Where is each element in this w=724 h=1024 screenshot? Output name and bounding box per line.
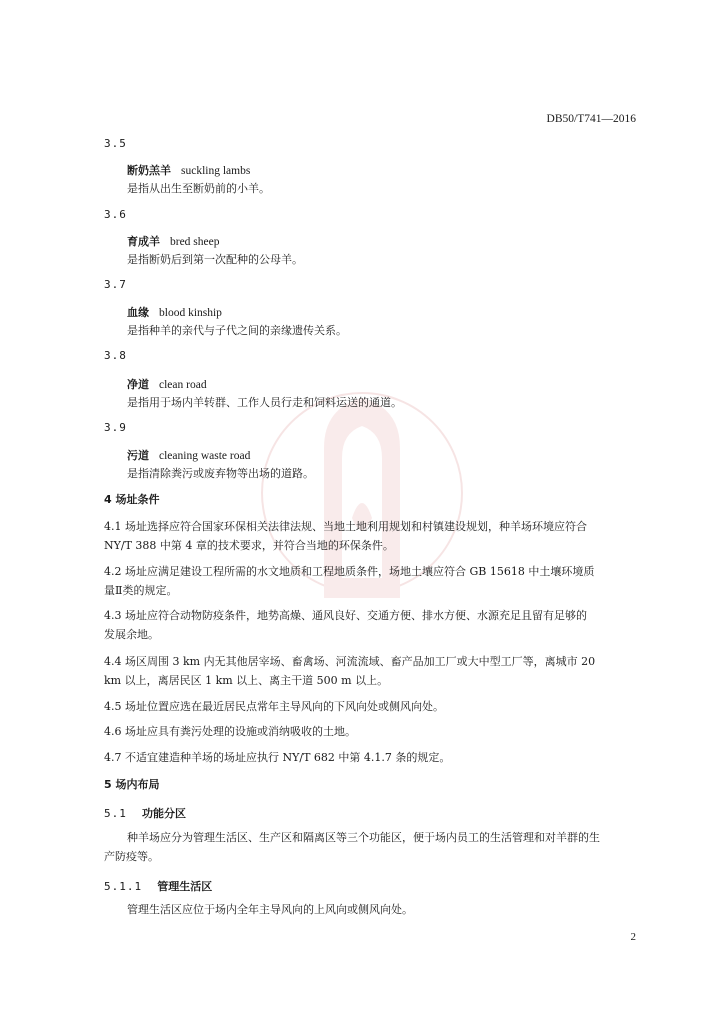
clause-number: 3.7 (104, 278, 127, 291)
term-entry (127, 304, 222, 320)
term-entry (127, 447, 250, 463)
term-english: blood kinship (159, 307, 222, 319)
publisher-seal-watermark (254, 338, 470, 648)
term-english: suckling lambs (181, 165, 251, 177)
clause-line: 4.6 场址应具有粪污处理的设施或消纳吸收的土地。 (104, 725, 356, 738)
section-heading: 4 场址条件 (104, 493, 160, 506)
term-chinese: 净道 (127, 378, 149, 391)
clause-line: 4.5 场址位置应选在最近居民点常年主导风向的下风向处或侧风向处。 (104, 700, 444, 713)
paragraph-line: 管理生活区应位于场内全年主导风向的上风向或侧风向处。 (127, 903, 413, 916)
term-definition: 是指断奶后到第一次配种的公母羊。 (127, 253, 303, 266)
page-number: 2 (630, 931, 636, 943)
subsection-heading (104, 802, 186, 821)
clause-number: 3.9 (104, 421, 127, 434)
term-definition: 是指种羊的亲代与子代之间的亲缘遗传关系。 (127, 324, 347, 337)
subsection-title: 管理生活区 (157, 880, 213, 893)
clause-line: 4.3 场址应符合动物防疫条件，地势高燥、通风良好、交通方便、排水方便、水源充足且留有足够的 (104, 609, 587, 622)
clause-number: 3.5 (104, 137, 127, 150)
term-definition: 是指从出生至断奶前的小羊。 (127, 182, 270, 195)
clause-line: 4.2 场址应满足建设工程所需的水文地质和工程地质条件，场地土壤应符合 GB 15618 中土壤环境质 (104, 565, 595, 578)
term-english: bred sheep (170, 236, 220, 248)
standard-code: DB50/T741—2016 (546, 113, 636, 125)
paragraph-line: 产防疫等。 (104, 850, 159, 863)
term-chinese: 断奶羔羊 (127, 164, 171, 177)
clause-line: 4.7 不适宜建造种羊场的场址应执行 NY/T 682 中第 4.1.7 条的规定。 (104, 751, 451, 764)
clause-number: 3.8 (104, 349, 127, 362)
term-entry (127, 162, 250, 178)
term-chinese: 污道 (127, 449, 149, 462)
subsection-number: 5.1 (104, 807, 127, 820)
term-english: cleaning waste road (159, 450, 251, 462)
clause-line: 4.1 场址选择应符合国家环保相关法律法规、当地土地利用规划和村镇建设规划，种羊场环境应符合 (104, 520, 587, 533)
paragraph-line: 种羊场应分为管理生活区、生产区和隔离区等三个功能区，便于场内员工的生活管理和对羊群的生 (127, 831, 600, 844)
term-definition: 是指用于场内羊转群、工作人员行走和饲料运送的通道。 (127, 396, 402, 409)
clause-line: 发展余地。 (104, 628, 159, 641)
section-heading: 5 场内布局 (104, 778, 160, 791)
subsection-heading (104, 875, 212, 894)
clause-line: 量Ⅱ类的规定。 (104, 584, 178, 597)
clause-number: 3.6 (104, 208, 127, 221)
clause-line: NY/T 388 中第 4 章的技术要求，并符合当地的环保条件。 (104, 539, 394, 552)
term-entry (127, 376, 207, 392)
term-definition: 是指清除粪污或废弃物等出场的道路。 (127, 467, 314, 480)
term-chinese: 育成羊 (127, 235, 160, 248)
clause-line: 4.4 场区周围 3 km 内无其他居宰场、畜禽场、河流流域、畜产品加工厂或大中型工厂等，离城市 20 (104, 655, 596, 668)
subsection-title: 功能分区 (141, 807, 186, 820)
clause-line: km 以上，离居民区 1 km 以上、离主干道 500 m 以上。 (104, 674, 389, 687)
term-english: clean road (159, 379, 207, 391)
term-chinese: 血缘 (127, 306, 149, 319)
term-entry (127, 233, 220, 249)
subsection-number: 5.1.1 (104, 880, 143, 893)
